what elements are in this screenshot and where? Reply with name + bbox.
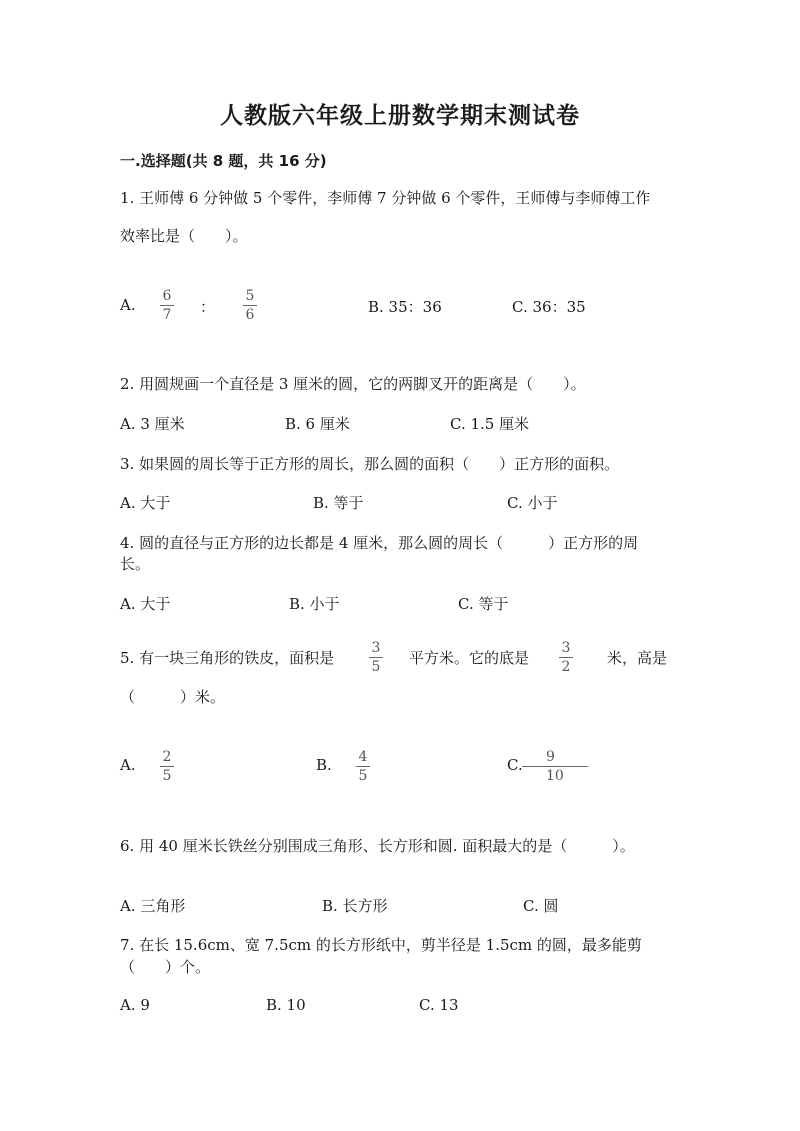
numerator: 3 — [371, 640, 381, 656]
q4-option-c[interactable]: C. 等于 — [458, 595, 509, 613]
q3-option-c[interactable]: C. 小于 — [507, 494, 558, 512]
denominator: 5 — [162, 768, 172, 784]
denominator: 7 — [162, 307, 172, 323]
question-4-line-1: 4. 圆的直径与正方形的边长都是 4 厘米，那么圆的周长（ ）正方形的周 — [120, 534, 639, 552]
q1-option-b[interactable]: B. 35：36 — [368, 298, 442, 316]
q5-option-a-fraction — [160, 749, 174, 784]
question-6-text: 6. 用 40 厘米长铁丝分别围成三角形、长方形和圆. 面积最大的是（ ）。 — [120, 837, 635, 855]
q1-option-c[interactable]: C. 36：35 — [512, 298, 586, 316]
denominator: 2 — [561, 659, 571, 675]
question-7-line-2: （ ）个。 — [120, 958, 211, 976]
q5-base-fraction — [559, 640, 573, 675]
q1-option-a-fraction-1 — [160, 288, 174, 323]
q1-option-a-colon: ： — [200, 298, 216, 316]
q7-option-c[interactable]: C. 13 — [419, 996, 459, 1014]
section-heading: 一.选择题(共 8 题，共 16 分) — [120, 152, 327, 170]
q2-option-b[interactable]: B. 6 厘米 — [285, 415, 350, 433]
question-3-text: 3. 如果圆的周长等于正方形的周长，那么圆的面积（ ）正方形的面积。 — [120, 455, 620, 473]
question-5-line-2: （ ）米。 — [120, 688, 226, 706]
q5-option-a-label[interactable]: A. — [120, 756, 136, 774]
denominator: 5 — [358, 768, 368, 784]
q3-option-b[interactable]: B. 等于 — [313, 494, 364, 512]
numerator: 5 — [245, 288, 255, 304]
denominator: 6 — [245, 307, 255, 323]
q2-option-c[interactable]: C. 1.5 厘米 — [450, 415, 530, 433]
exam-title: 人教版六年级上册数学期末测试卷 — [220, 103, 580, 129]
question-1-line-1: 1. 王师傅 6 分钟做 5 个零件，李师傅 7 分钟做 6 个零件，王师傅与李师傅工作 — [120, 189, 651, 207]
q6-option-a[interactable]: A. 三角形 — [120, 897, 186, 915]
numerator: 3 — [561, 640, 571, 656]
q4-option-b[interactable]: B. 小于 — [289, 595, 340, 613]
q5-option-b-label[interactable]: B. — [316, 756, 332, 774]
question-2-text: 2. 用圆规画一个直径是 3 厘米的圆，它的两脚叉开的距离是（ ）。 — [120, 375, 586, 393]
numerator: 9 — [546, 749, 555, 765]
numerator: 2 — [162, 749, 172, 765]
numerator: 4 — [358, 749, 368, 765]
q6-option-b[interactable]: B. 长方形 — [322, 897, 388, 915]
q4-option-a[interactable]: A. 大于 — [120, 595, 171, 613]
q2-option-a[interactable]: A. 3 厘米 — [120, 415, 185, 433]
q5-option-b-fraction — [356, 749, 370, 784]
q5-area-fraction — [369, 640, 383, 675]
q5-option-c-label[interactable]: C. — [507, 756, 523, 774]
denominator: 10 — [546, 768, 564, 784]
numerator: 6 — [162, 288, 172, 304]
q6-option-c[interactable]: C. 圆 — [523, 897, 559, 915]
q1-option-a-fraction-2 — [243, 288, 257, 323]
question-1-line-2: 效率比是（ ）。 — [120, 227, 248, 245]
q1-option-a-label[interactable]: A. — [120, 296, 136, 314]
q3-option-a[interactable]: A. 大于 — [120, 494, 171, 512]
question-5-part-3: 米，高是 — [607, 649, 668, 667]
question-7-line-1: 7. 在长 15.6cm、宽 7.5cm 的长方形纸中，剪半径是 1.5cm 的圆，最多能剪 — [120, 936, 642, 954]
question-5-part-1: 5. 有一块三角形的铁皮，面积是 — [120, 649, 335, 667]
q5-option-c-fraction — [522, 749, 588, 784]
q7-option-b[interactable]: B. 10 — [266, 996, 306, 1014]
q7-option-a[interactable]: A. 9 — [120, 996, 150, 1014]
question-4-line-2: 长。 — [120, 555, 151, 573]
question-5-part-2: 平方米。它的底是 — [409, 649, 530, 667]
denominator: 5 — [371, 659, 381, 675]
